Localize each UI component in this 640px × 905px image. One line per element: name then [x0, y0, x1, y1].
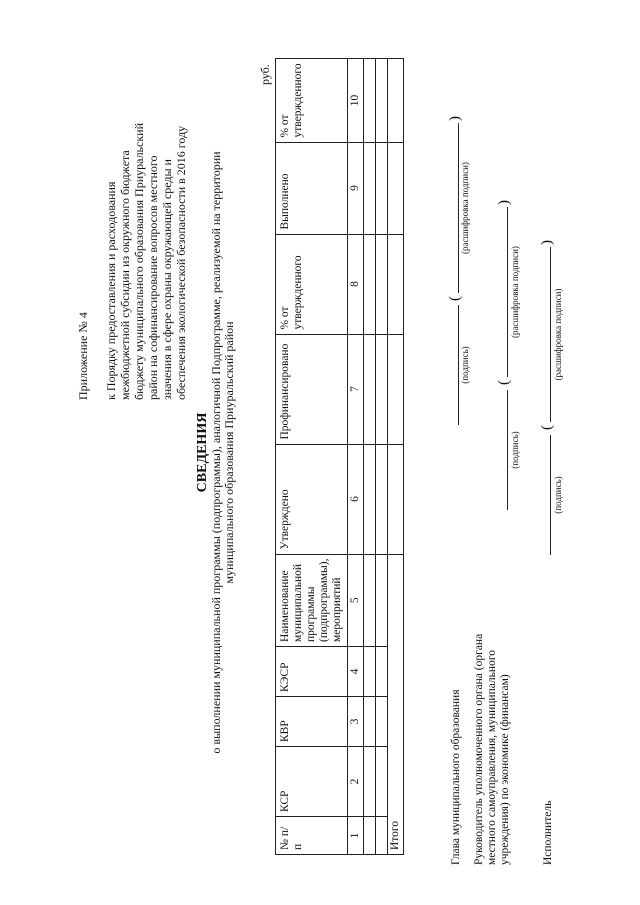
- signature-line: [458, 305, 459, 425]
- header-cell: % от утвержденного: [276, 59, 348, 142]
- report-table: [275, 58, 404, 855]
- column-number: 10: [348, 59, 364, 142]
- appendix-line: район на софинансирование вопросов местного: [146, 155, 160, 400]
- column-number-row: [348, 59, 364, 855]
- report-subtitle-line2: муниципального образования Приуральский район: [222, 321, 236, 584]
- table-cell: [388, 444, 404, 554]
- name-line: [458, 123, 459, 293]
- bracket-open: (: [496, 380, 512, 385]
- header-cell: КСР: [276, 747, 348, 817]
- table-cell: [376, 59, 388, 142]
- table-cell: [364, 697, 376, 747]
- bracket-open: (: [447, 296, 463, 301]
- appendix-block: [76, 20, 188, 400]
- table-cell: [364, 142, 376, 234]
- unit-label: руб.: [258, 64, 272, 85]
- appendix-line: обеспечения экологической безопасности в 2016 году: [174, 125, 188, 400]
- name-line: [507, 207, 508, 377]
- table-cell: [376, 142, 388, 234]
- table-cell: [376, 444, 388, 554]
- table-cell: [376, 234, 388, 334]
- header-cell: % от утвержденного: [276, 234, 348, 334]
- report-title: СВЕДЕНИЯ: [195, 412, 210, 493]
- appendix-line: к Порядку предоставления и расходования: [104, 181, 118, 400]
- signature-line: [550, 435, 551, 555]
- name-caption: (расшифровка подписи): [553, 288, 563, 381]
- header-cell: Наименование муниципальной программы (подпрограммы), мероприятий: [276, 554, 348, 646]
- table-cell: [364, 234, 376, 334]
- bracket-close: ): [447, 116, 463, 121]
- column-number: 5: [348, 554, 364, 646]
- bracket-close: ): [496, 200, 512, 205]
- column-number: 9: [348, 142, 364, 234]
- name-caption: (расшифровка подписи): [460, 162, 470, 254]
- signature-caption: (подпись): [553, 476, 563, 514]
- bracket-close: ): [539, 240, 555, 245]
- appendix-line: межбюджетной субсидии из окружного бюджета: [118, 150, 132, 400]
- header-cell: КВР: [276, 697, 348, 747]
- appendix-line: значения в сфере охраны окружающей среды и: [160, 159, 174, 400]
- table-cell: [376, 817, 388, 855]
- table-cell: [376, 647, 388, 697]
- table-cell: [376, 334, 388, 444]
- signature-label-finance: Руководитель уполномоченного органа (органа местного самоуправления, муниципального учреждения) по экономике (финансам): [473, 633, 511, 865]
- header-cell: № п/п: [276, 817, 348, 855]
- column-number: 8: [348, 234, 364, 334]
- table-cell: [364, 59, 376, 142]
- table-cell: [364, 554, 376, 646]
- table-cell: [364, 817, 376, 855]
- report-heading: [196, 0, 236, 905]
- table-cell: [388, 234, 404, 334]
- signature-line: [507, 390, 508, 510]
- report-subtitle-line1: о выполнении муниципальной программы (подпрограммы), аналогичной Подпрограмме, реализуемой на территории: [209, 151, 223, 754]
- column-number: 4: [348, 647, 364, 697]
- appendix-line: бюджету муниципального образования Приуральский: [132, 122, 146, 400]
- header-cell: КЭСР: [276, 647, 348, 697]
- signature-label-head: Глава муниципального образования: [450, 689, 462, 865]
- table-row: [376, 59, 388, 855]
- table-cell: [364, 747, 376, 817]
- bracket-open: (: [539, 425, 555, 430]
- table-cell: [388, 142, 404, 234]
- table-cell: [388, 334, 404, 444]
- signature-caption: (подпись): [460, 346, 470, 384]
- table-cell: [376, 697, 388, 747]
- column-number: 6: [348, 444, 364, 554]
- signature-label-executor: Исполнитель: [542, 800, 554, 865]
- column-number: 2: [348, 747, 364, 817]
- header-cell: Профинансировано: [276, 334, 348, 444]
- table-cell: [364, 444, 376, 554]
- total-row: [388, 59, 404, 855]
- table-header-row: [276, 59, 348, 855]
- header-cell: Утверждено: [276, 444, 348, 554]
- total-label: Итого: [388, 554, 404, 854]
- table-cell: [376, 747, 388, 817]
- name-line: [550, 247, 551, 422]
- table-cell: [388, 59, 404, 142]
- name-caption: (расшифровка подписи): [510, 246, 520, 338]
- column-number: 3: [348, 697, 364, 747]
- appendix-title: Приложение № 4: [76, 312, 90, 400]
- header-cell: Выполнено: [276, 142, 348, 234]
- column-number: 7: [348, 334, 364, 444]
- signature-caption: (подпись): [510, 431, 520, 469]
- table-cell: [364, 647, 376, 697]
- table-cell: [376, 554, 388, 646]
- table-row: [364, 59, 376, 855]
- column-number: 1: [348, 817, 364, 855]
- table-cell: [364, 334, 376, 444]
